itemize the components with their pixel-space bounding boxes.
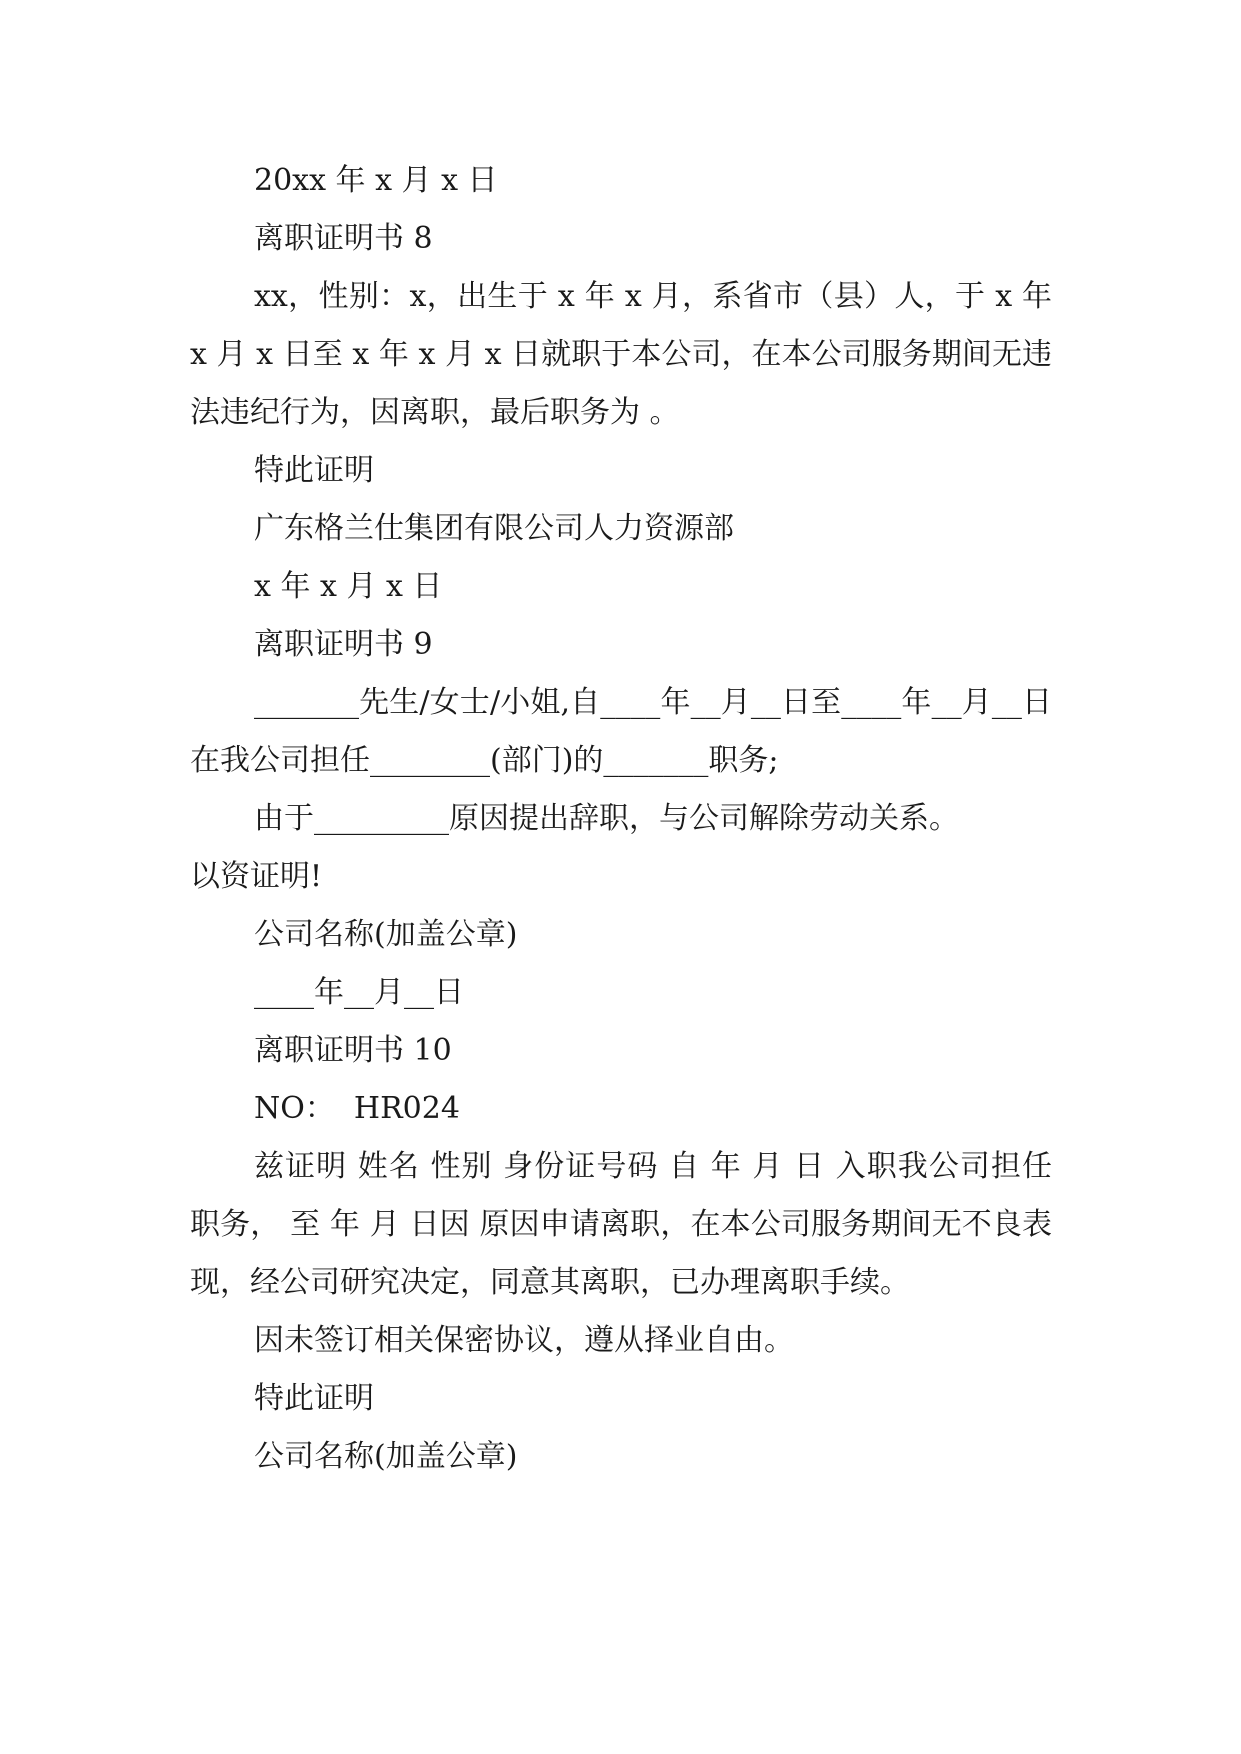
- document-number: NO： HR024: [254, 1091, 460, 1126]
- company-seal-line: 公司名称(加盖公章): [254, 917, 518, 952]
- confidentiality-note: 因未签订相关保密协议，遵从择业自由。: [254, 1323, 794, 1358]
- section-title-9: 离职证明书 9: [254, 627, 433, 662]
- section-title-8: 离职证明书 8: [254, 221, 433, 256]
- date-line: 20xx 年 x 月 x 日: [254, 163, 498, 198]
- certification-closing: 以资证明!: [190, 859, 323, 894]
- certification-statement-2: 特此证明: [254, 1381, 374, 1416]
- resignation-reason: 由于_________原因提出辞职，与公司解除劳动关系。: [254, 801, 959, 836]
- issuing-department: 广东格兰仕集团有限公司人力资源部: [254, 511, 734, 546]
- issue-date: x 年 x 月 x 日: [254, 569, 443, 604]
- certificate-8-body: xx，性别：x，出生于 x 年 x 月，系省市（县）人，于 x 年 x 月 x 日至 x 年 x 月 x 日就职于本公司，在本公司服务期间无违法违纪行为，因离职，最后职务为 。: [190, 279, 1062, 430]
- section-title-10: 离职证明书 10: [254, 1033, 452, 1068]
- certificate-10-body: 兹证明 姓名 性别 身份证号码 自 年 月 日 入职我公司担任 职务， 至 年 月 日因 原因申请离职，在本公司服务期间无不良表现，经公司研究决定，同意其离职，已办理离职手续。: [190, 1149, 1062, 1300]
- document-body: [190, 152, 1062, 1486]
- company-seal-line-2: 公司名称(加盖公章): [254, 1439, 518, 1474]
- blank-date-line: ____年__月__日: [254, 975, 464, 1010]
- certificate-9-body: _______先生/女士/小姐,自____年__月__日至____年__月__日在我公司担任________(部门)的_______职务;: [190, 685, 1052, 778]
- certification-statement: 特此证明: [254, 453, 374, 488]
